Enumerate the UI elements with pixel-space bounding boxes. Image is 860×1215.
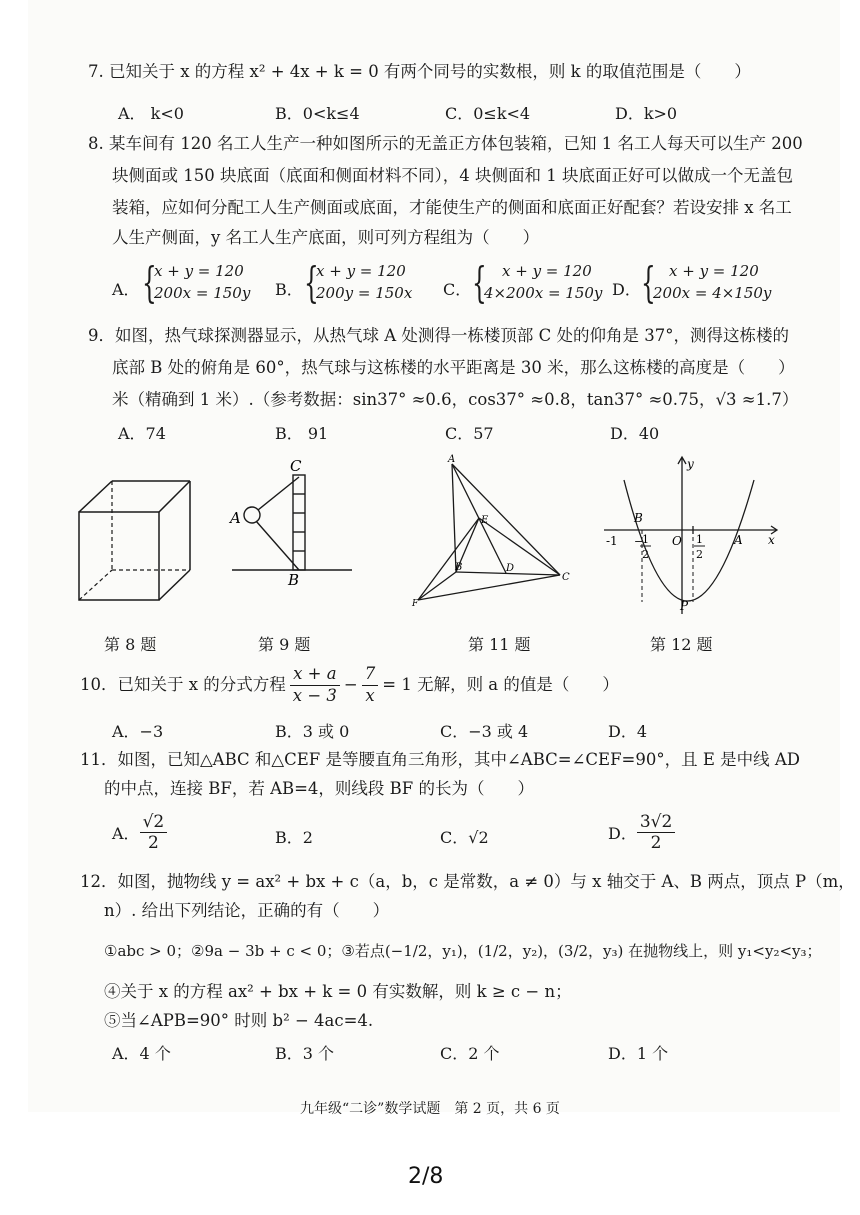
q11-a-den: 2 [147, 833, 159, 853]
q8-option-b-label: B． [275, 280, 303, 299]
q10-suffix: = 1 无解，则 a 的值是（ ） [382, 674, 619, 694]
q7-option-d: D．k>0 [615, 104, 678, 123]
q11-d-num: 3√2 [637, 812, 675, 833]
label-p: P [680, 599, 689, 613]
q8-option-d-system: { x + y = 120 200x = 4×150y [641, 258, 772, 307]
tick-neg-half-num: 1 [642, 533, 649, 546]
balloon [244, 507, 260, 523]
fig11-triangle-diagram [410, 452, 576, 610]
q7-option-b: B．0<k≤4 [275, 104, 360, 123]
q11-option-c: C．√2 [440, 828, 489, 847]
q8-option-b-system: { x + y = 120 200y = 150x [304, 258, 413, 307]
q12-line-4: ④关于 x 的方程 ax² + bx + k = 0 有实数解，则 k ≥ c − n； [104, 982, 572, 1001]
caption-fig8: 第 8 题 [104, 635, 157, 654]
q11-d-fraction [637, 812, 675, 853]
q10-minus: − [343, 674, 358, 694]
q8-line-1: 8. 某车间有 120 名工人生产一种如图所示的无盖正方体包装箱，已知 1 名工人每天可以生产 200 [88, 134, 803, 153]
q8-a-eq2: 200x = 150y [154, 284, 251, 302]
cube-front-face [79, 512, 159, 600]
q10-option-a: A．−3 [112, 722, 164, 741]
q11-d-label: D． [608, 824, 637, 843]
q11-d-den: 2 [650, 833, 662, 853]
tick-neg-half-den: 2 [642, 548, 649, 561]
q8-c-eq2: 4×200x = 150y [484, 284, 603, 302]
q11-option-b: B．2 [275, 828, 313, 847]
label-y: y [687, 457, 694, 471]
label-x: x [768, 533, 775, 547]
page-footer: 九年级“二诊”数学试题 第 2 页，共 6 页 [300, 1101, 560, 1117]
label-f: F [412, 599, 419, 609]
q12-line-3: ①abc > 0；②9a − 3b + c < 0；③若点(−1/2，y₁)，(1/2，y₂)，(3/2，y₃) 在抛物线上，则 y₁<y₂<y₃； [104, 942, 822, 960]
q12-line-2: n）. 给出下列结论，正确的有（ ） [104, 901, 390, 920]
q11-a-fraction [140, 812, 168, 853]
label-c: C [562, 572, 570, 583]
q10-prefix: 10．已知关于 x 的分式方程 [80, 674, 286, 694]
q11-line-1: 11．如图，已知△ABC 和△CEF 是等腰直角三角形，其中∠ABC=∠CEF=90°，且 E 是中线 AD [80, 750, 801, 769]
q7-stem: 7. 已知关于 x 的方程 x² + 4x + k = 0 有两个同号的实数根，则 k 的取值范围是（ ） [88, 62, 751, 81]
fig9-balloon-diagram [228, 455, 354, 587]
q10-frac1-den: x − 3 [292, 685, 337, 705]
label-a: A [448, 454, 456, 465]
q8-d-eq2: 200x = 4×150y [653, 284, 772, 302]
q10-option-d: D．4 [608, 722, 648, 741]
q8-line-4: 人生产侧面，y 名工人生产底面，则可列方程组为（ ） [112, 228, 540, 247]
q12-line-5: ⑤当∠APB=90° 时则 b² − 4ac=4. [104, 1011, 374, 1030]
q8-option-d-label: D． [612, 280, 641, 299]
q9-option-b: B． 91 [275, 424, 329, 443]
q12-line-1: 12．如图，抛物线 y = ax² + bx + c（a，b，c 是常数，a ≠ 0）与 x 轴交于 A、B 两点，顶点 P（m， [80, 872, 855, 891]
label-o: O [672, 534, 682, 548]
q9-line-1: 9．如图，热气球探测器显示，从热气球 A 处测得一栋楼顶部 C 处的仰角是 37°，测得这栋楼的 [88, 326, 790, 345]
q8-line-2: 块侧面或 150 块底面（底面和侧面材料不同），4 块侧面和 1 块底面正好可以做成一个无盖包 [112, 166, 793, 185]
q9-line-2: 底部 B 处的俯角是 60°，热气球与这栋楼的水平距离是 30 米，那么这栋楼的高度是（ ） [112, 358, 795, 377]
q8-c-eq1: x + y = 120 [502, 262, 592, 280]
q10-frac1-num: x + a [290, 664, 340, 686]
q10-stem [80, 664, 619, 706]
q10-frac2-num: 7 [362, 664, 379, 686]
label-e: E [481, 515, 489, 526]
q8-option-a-label: A． [112, 280, 140, 299]
tick-neg-1: -1 [606, 534, 618, 548]
label-c: C [290, 457, 302, 475]
q12-option-c: C．2 个 [440, 1044, 500, 1063]
label-d: D [506, 563, 515, 574]
q8-b-eq2: 200y = 150x [316, 284, 413, 302]
fig8-cube-diagram [76, 478, 194, 606]
q8-d-eq1: x + y = 120 [669, 262, 759, 280]
q7-option-c: C．0≤k<4 [445, 104, 531, 123]
q11-option-d [608, 812, 675, 853]
q8-line-3: 装箱，应如何分配工人生产侧面或底面，才能使生产的侧面和底面正好配套？若设安排 x 名工 [112, 198, 792, 217]
q8-option-a-system: { x + y = 120 200x = 150y [142, 258, 251, 307]
q11-option-a [112, 812, 167, 853]
label-b: B [288, 571, 300, 587]
label-a: A [230, 509, 241, 527]
q12-option-a: A．4 个 [112, 1044, 171, 1063]
q7-option-a: A． k<0 [118, 104, 184, 123]
q10-frac2-den: x [365, 685, 375, 705]
label-b: B [455, 562, 463, 573]
q8-b-eq1: x + y = 120 [316, 262, 406, 280]
tick-neg-sign: − [634, 535, 644, 548]
tick-half-den: 2 [696, 548, 703, 561]
q11-a-num: √2 [140, 812, 168, 833]
caption-fig11: 第 11 题 [468, 635, 531, 654]
q9-option-d: D．40 [610, 424, 660, 443]
label-b: B [634, 511, 643, 525]
page-indicator: 2/8 [408, 1164, 444, 1189]
q10-fraction-2 [362, 664, 379, 706]
q11-a-label: A． [112, 824, 140, 843]
tick-half-num: 1 [696, 533, 703, 546]
q9-option-c: C．57 [445, 424, 494, 443]
fig12-parabola-graph [602, 452, 782, 618]
q12-option-d: D．1 个 [608, 1044, 669, 1063]
q10-option-c: C．−3 或 4 [440, 722, 529, 741]
caption-fig9: 第 9 题 [258, 635, 311, 654]
q11-line-2: 的中点，连接 BF，若 AB=4，则线段 BF 的长为（ ） [104, 779, 534, 798]
q9-option-a: A．74 [118, 424, 166, 443]
building [293, 475, 305, 570]
q10-option-b: B．3 或 0 [275, 722, 350, 741]
q8-a-eq1: x + y = 120 [154, 262, 244, 280]
q12-option-b: B．3 个 [275, 1044, 335, 1063]
caption-fig12: 第 12 题 [650, 635, 713, 654]
q9-line-3: 米（精确到 1 米）.（参考数据：sin37° ≈0.6，cos37° ≈0.8，tan37° ≈0.75，√3 ≈1.7） [112, 390, 799, 409]
label-a: A [734, 533, 743, 547]
q8-option-c-system: { x + y = 120 4×200x = 150y [472, 258, 603, 307]
q10-fraction-1 [290, 664, 340, 706]
q8-option-c-label: C． [443, 280, 472, 299]
